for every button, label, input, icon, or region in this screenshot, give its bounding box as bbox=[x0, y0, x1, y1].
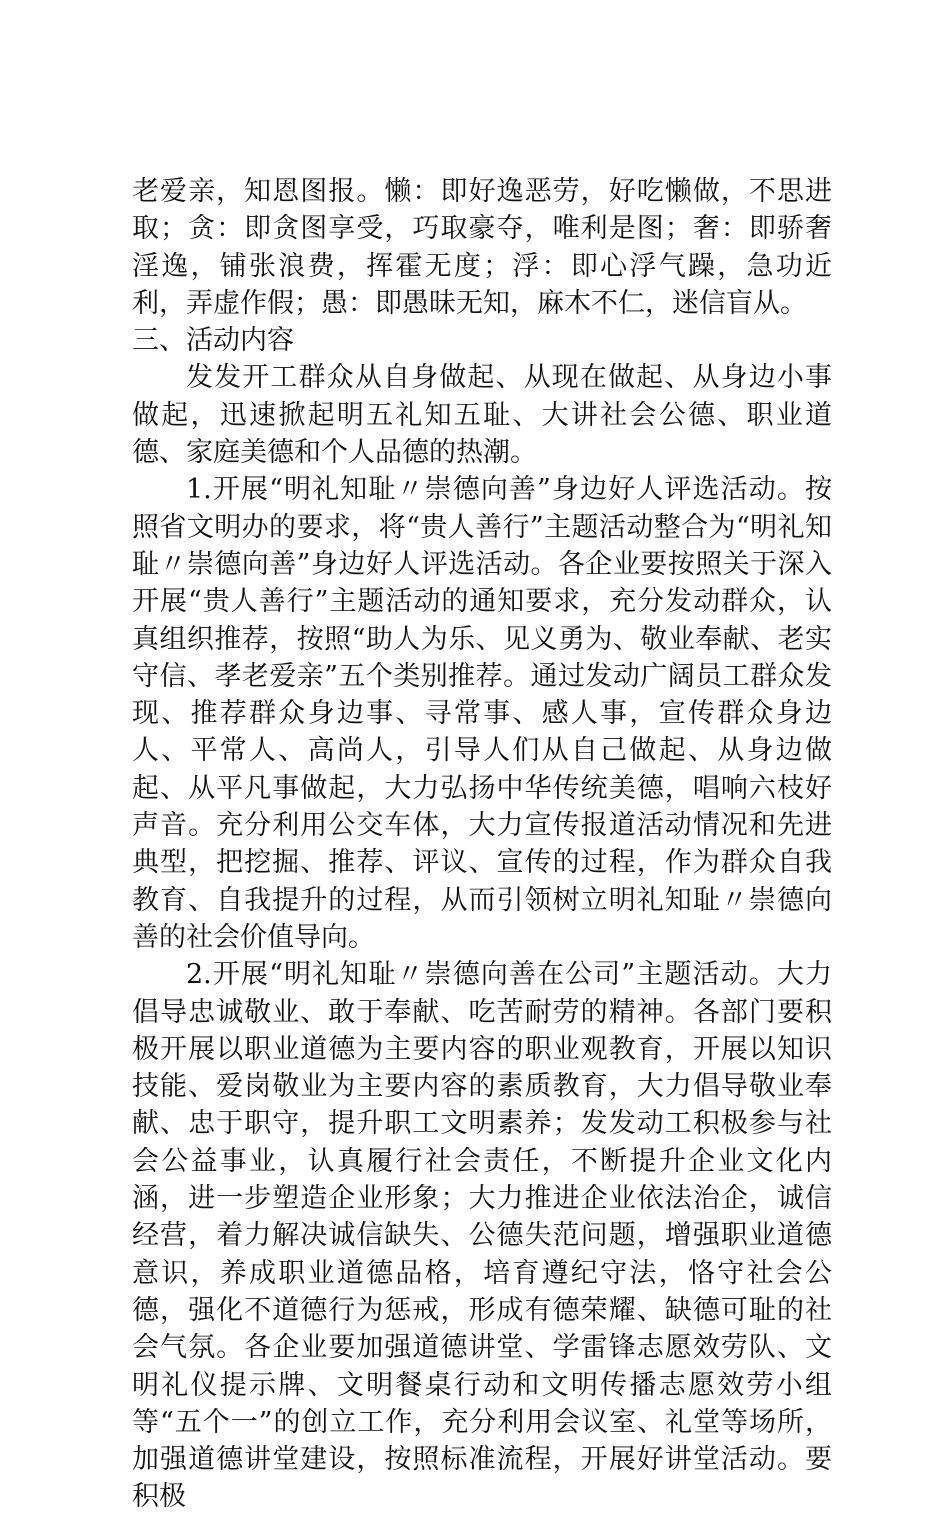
paragraph-item-1: 1.开展“明礼知耻〃崇德向善”身边好人评选活动。按照省文明办的要求，将“贵人善行”主题活动整合为“明礼知耻〃崇德向善”身边好人评选活动。各企业要按照关于深入开展“贵人善行”主题活动的通知要求，充分发动群众，认真组织推荐，按照“助人为乐、见义勇为、敬业奉献、老实守信、孝老爱亲”五个类别推荐。通过发动广阔员工群众发现、推荐群众身边事、寻常事、感人事，宣传群众身边人、平常人、高尚人，引导人们从自己做起、从身边做起、从平凡事做起，大力弘扬中华传统美德，唱响六枝好声音。充分利用公交车体，大力宣传报道活动情况和先进典型，把挖掘、推荐、评议、宣传的过程，作为群众自我教育、自我提升的过程，从而引领树立明礼知耻〃崇德向善的社会价值导向。 bbox=[132, 474, 832, 953]
paragraph-item-2: 2.开展“明礼知耻〃崇德向善在公司”主题活动。大力倡导忠诚敬业、敢于奉献、吃苦耐劳的精神。各部门要积极开展以职业道德为主要内容的职业观教育，开展以知识技能、爱岗敬业为主要内容的素质教育，大力倡导敬业奉献、忠于职守，提升职工文明素养；发发动工积极参与社会公益事业，认真履行社会责任，不断提升企业文化内涵，进一步塑造企业形象；大力推进企业依法治企，诚信经营，着力解决诚信缺失、公德失范问题，增强职业道德意识，养成职业道德品格，培育遵纪守法，恪守社会公德，强化不道德行为惩戒，形成有德荣耀、缺德可耻的社会气氛。各企业要加强道德讲堂、学雷锋志愿效劳队、文明礼仪提示牌、文明餐桌行动和文明传播志愿效劳小组等“五个一”的创立工作，充分利用会议室、礼堂等场所，加强道德讲堂建设，按照标准流程，开展好讲堂活动。要积极 bbox=[132, 959, 832, 1513]
section-heading: 三、活动内容 bbox=[132, 325, 294, 357]
document-body bbox=[132, 173, 832, 1516]
paragraph-continuation: 老爱亲，知恩图报。懒：即好逸恶劳，好吃懒做，不思进取；贪：即贪图享受，巧取豪夺，唯利是图；奢：即骄奢淫逸，铺张浪费，挥霍无度；浮：即心浮气躁，急功近利，弄虚作假；愚：即愚昧无知，麻木不仁，迷信盲从。 bbox=[132, 176, 832, 319]
paragraph-intro: 发发开工群众从自身做起、从现在做起、从身边小事做起，迅速掀起明五礼知五耻、大讲社会公德、职业道德、家庭美德和个人品德的热潮。 bbox=[132, 362, 832, 469]
